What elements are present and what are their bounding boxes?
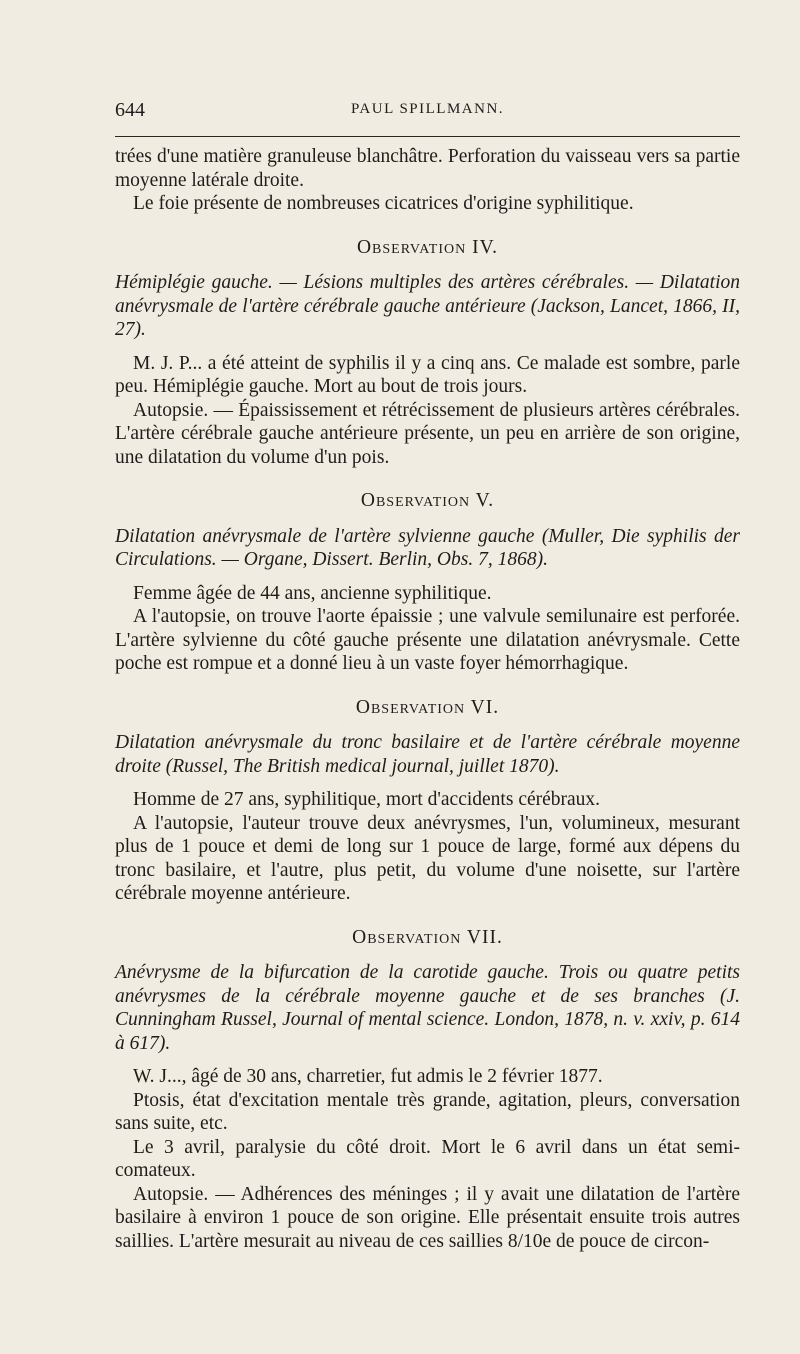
paragraph: Le 3 avril, paralysie du côté droit. Mort le 6 avril dans un état semi-comateux. bbox=[115, 1136, 740, 1181]
paragraph: Le foie présente de nombreuses cicatrices d'origine syphilitique. bbox=[133, 193, 634, 214]
page-body bbox=[115, 145, 740, 1253]
paragraph: A l'autopsie, on trouve l'aorte épaissie ; une valvule semilunaire est perforée. L'artère sylvienne du côté gauche présente une dilatation anévrysmale. Cette poche est rompue et a donné lieu à un vaste foyer hémorrhagique. bbox=[115, 606, 740, 674]
observation-heading: Observation V. bbox=[360, 490, 495, 511]
observation-heading: Observation VI. bbox=[355, 696, 500, 718]
spacer bbox=[115, 1055, 740, 1065]
paragraph: M. J. P... a été atteint de syphilis il y a cinq ans. Ce malade est sombre, parle peu. Hémiplégie gauche. Mort au bout de trois jours. bbox=[115, 352, 740, 397]
page-number: 644 bbox=[115, 99, 145, 121]
running-head: PAUL SPILLMANN. bbox=[350, 101, 505, 117]
paragraph: Homme de 27 ans, syphilitique, mort d'accidents cérébraux. bbox=[133, 789, 601, 810]
spacer bbox=[115, 342, 740, 352]
page-header bbox=[115, 99, 740, 125]
observation-title: Dilatation anévrysmale de l'artère sylvienne gauche (Muller, Die syphilis der Circulations. — Organe, Dissert. Berlin, Obs. 7, 1868). bbox=[115, 525, 740, 570]
paragraph: A l'autopsie, l'auteur trouve deux anévrysmes, l'un, volumineux, mesurant plus de 1 pouce et demi de long sur 1 pouce de large, formé aux dépens du tronc basilaire, et l'autre, plus petit, du volume d'une noisette, sur l'artère cérébrale moyenne antérieure. bbox=[115, 812, 740, 904]
observation-title: Hémiplégie gauche. — Lésions multiples des artères cérébrales. — Dilatation anévrysmale de l'artère cérébrale gauche antérieure (Jackson, Lancet, 1866, II, 27). bbox=[115, 272, 740, 340]
paragraph: Autopsie. — Adhérences des méninges ; il y avait une dilatation de l'artère basilaire à environ 1 pouce de son origine. Elle présentait ensuite trois autres saillies. L'artère mesurait au niveau de ces saillies 8/10e de pouce de circon- bbox=[115, 1183, 740, 1252]
paragraph: Femme âgée de 44 ans, ancienne syphilitique. bbox=[133, 582, 492, 604]
observation-title: Anévrysme de la bifurcation de la carotide gauche. Trois ou quatre petits anévrysmes de la cérébrale moyenne gauche et de ses branches (J. Cunningham Russel, Journal of mental science. London, 1878, n. v. xxiv, p. 614 à 617). bbox=[115, 962, 740, 1054]
paragraph: Autopsie. — Épaississement et rétrécissement de plusieurs artères cérébrales. L'artère cérébrale gauche antérieure présente, un peu en arrière de son origine, une dilatation du volume d'un pois. bbox=[115, 399, 740, 468]
paragraph: trées d'une matière granuleuse blanchâtre. Perforation du vaisseau vers sa partie moyenne latérale droite. bbox=[115, 146, 740, 191]
spacer bbox=[115, 572, 740, 582]
paragraph: Ptosis, état d'excitation mentale très grande, agitation, pleurs, conversation sans suite, etc. bbox=[115, 1089, 740, 1134]
header-rule bbox=[115, 136, 740, 137]
paragraph: W. J..., âgé de 30 ans, charretier, fut admis le 2 février 1877. bbox=[133, 1066, 603, 1087]
spacer bbox=[115, 778, 740, 788]
observation-heading: Observation VII. bbox=[352, 926, 503, 948]
observation-heading: Observation IV. bbox=[356, 236, 499, 258]
observation-title: Dilatation anévrysmale du tronc basilaire et de l'artère cérébrale moyenne droite (Russel, The British medical journal, juillet 1870). bbox=[115, 732, 740, 777]
